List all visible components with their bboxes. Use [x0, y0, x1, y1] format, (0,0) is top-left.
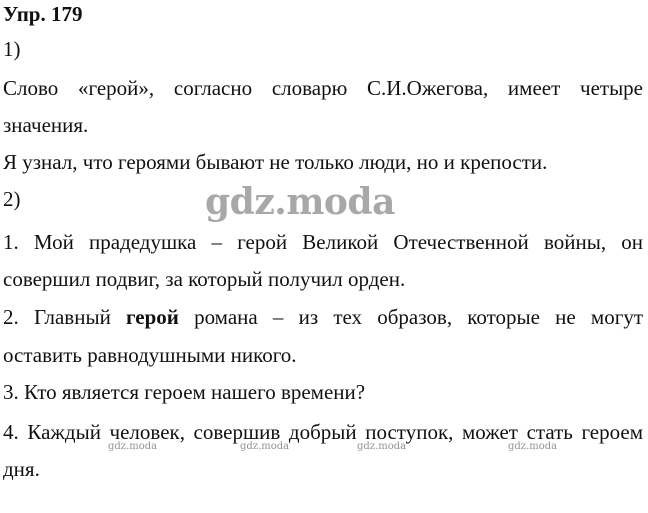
sentence-2-line-2: оставить равнодушными никого.: [3, 343, 297, 367]
sentence-1-line-1: 1. Мой прадедушка – герой Великой Отечественной войны, он: [3, 230, 643, 254]
sentence-4-line-1: 4. Каждый человек, совершив добрый поступок, может стать героем: [3, 420, 643, 444]
sentence-4-line-2: дня.: [3, 457, 40, 481]
exercise-title: Упр. 179: [3, 2, 83, 26]
watermark-small-4: gdz.moda: [508, 441, 558, 452]
watermark-small-1: gdz.moda: [108, 441, 158, 452]
sentence-3: 3. Кто является героем нашего времени?: [3, 380, 366, 404]
sentence-2-suffix: романа – из тех образов, которые не могут: [178, 305, 643, 329]
sentence-2-bold-word: герой: [126, 305, 179, 329]
section-2-number: 2): [3, 187, 21, 211]
watermark-small-3: gdz.moda: [357, 441, 407, 452]
section-1-number: 1): [3, 37, 21, 61]
sentence-2-prefix: 2. Главный: [3, 305, 127, 329]
sentence-1-line-2: совершил подвиг, за который получил орден.: [3, 267, 406, 291]
watermark-logo: gdz.moda: [205, 181, 395, 223]
watermark-small-2: gdz.moda: [240, 441, 290, 452]
paragraph-1-line-2: значения.: [3, 113, 89, 137]
paragraph-2: Я узнал, что героями бывают не только люди, но и крепости.: [3, 150, 548, 174]
paragraph-1-line-1: Слово «герой», согласно словарю С.И.Ожегова, имеет четыре: [3, 76, 643, 100]
sentence-2-line-1: [3, 305, 643, 329]
